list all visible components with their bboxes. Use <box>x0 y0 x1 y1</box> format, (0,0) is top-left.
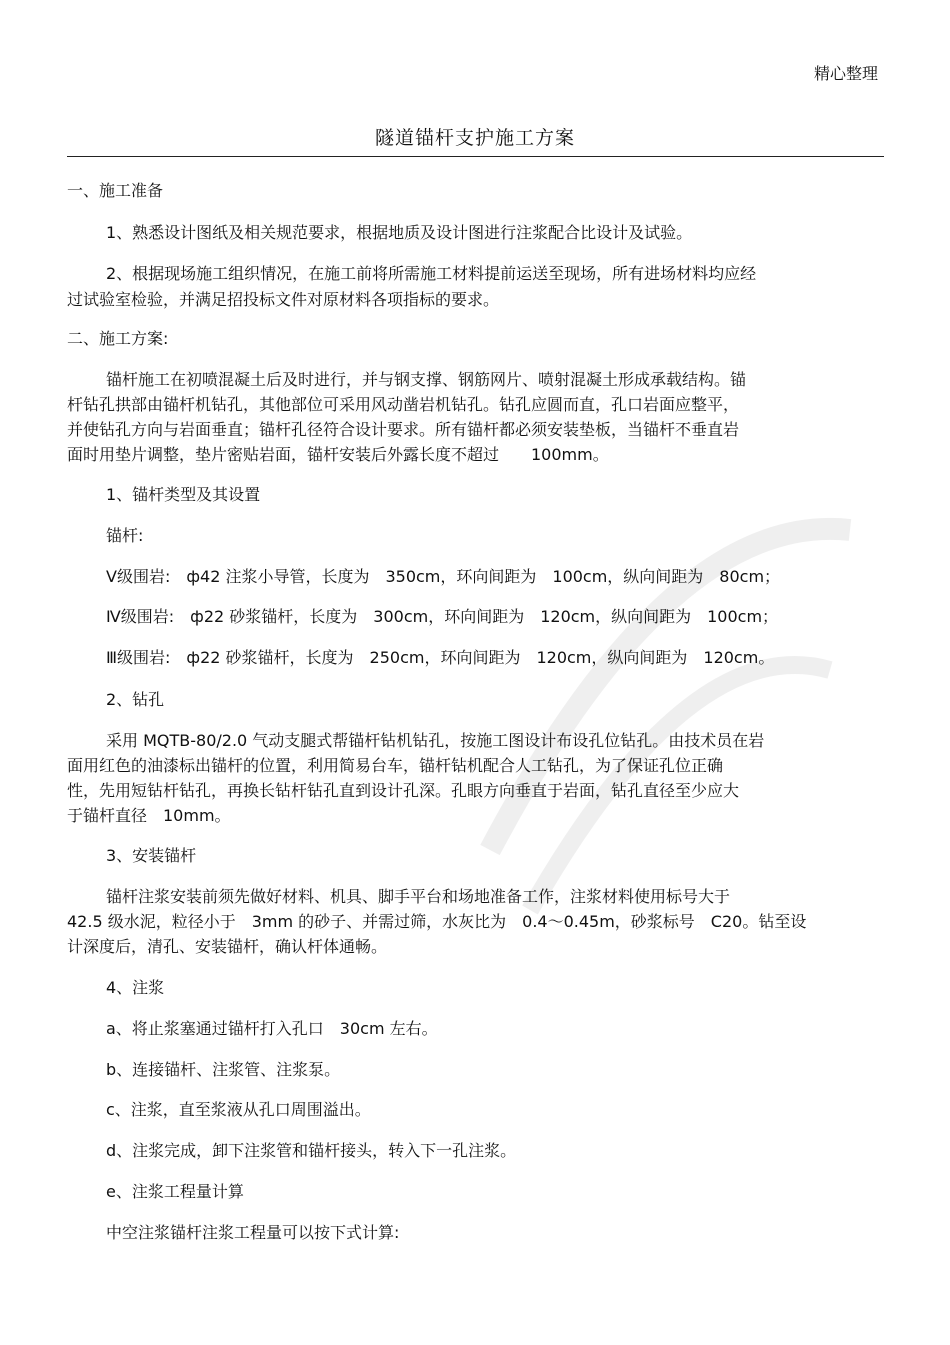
paragraph-line: 锚杆注浆安装前须先做好材料、机具、脚手平台和场地准备工作，注浆材料使用标号大于 <box>106 887 731 906</box>
paragraph-line: 中空注浆锚杆注浆工程量可以按下式计算: <box>106 1223 400 1242</box>
watermark-graphic <box>470 470 870 930</box>
list-item: d、注浆完成，卸下注浆管和锚杆接头，转入下一孔注浆。 <box>106 1141 517 1160</box>
paragraph-line: 于锚杆直径 10mm。 <box>67 806 231 825</box>
paragraph-line: 2、根据现场施工组织情况，在施工前将所需施工材料提前运送至现场，所有进场材料均应经 <box>106 264 757 283</box>
document-title: 隧道锚杆支护施工方案 <box>374 127 575 149</box>
paragraph-line: 面用红色的油漆标出锚杆的位置，利用简易台车，锚杆钻机配合人工钻孔，为了保证孔位正确 <box>67 756 724 775</box>
paragraph-line: Ⅲ级围岩: ф22 砂浆锚杆，长度为 250cm，环向间距为 120cm，纵向间距为 120cm。 <box>106 648 775 667</box>
list-item: e、注浆工程量计算 <box>106 1182 244 1201</box>
paragraph-line: 1、熟悉设计图纸及相关规范要求，根据地质及设计图进行注浆配合比设计及试验。 <box>106 223 693 242</box>
paragraph-line: 锚杆: <box>106 526 144 545</box>
list-item: c、注浆，直至浆液从孔口周围溢出。 <box>106 1100 371 1119</box>
paragraph-line: 锚杆施工在初喷混凝土后及时进行，并与钢支撑、钢筋网片、喷射混凝土形成承载结构。锚 <box>106 370 747 389</box>
paragraph-line: Ⅴ级围岩: ф42 注浆小导管，长度为 350cm，环向间距为 100cm，纵向间距为 80cm； <box>106 567 781 586</box>
subsection-heading: 4、注浆 <box>106 978 165 997</box>
paragraph-line: 过试验室检验，并满足招投标文件对原材料各项指标的要求。 <box>67 290 500 309</box>
paragraph-line: Ⅳ级围岩: ф22 砂浆锚杆，长度为 300cm，环向间距为 120cm，纵向间距为 100cm； <box>106 607 779 626</box>
paragraph-line: 42.5 级水泥，粒径小于 3mm 的砂子、并需过筛，水灰比为 0.4～0.45m，砂浆标号 C20。钻至设 <box>67 912 807 931</box>
subsection-heading: 2、钻孔 <box>106 690 165 709</box>
paragraph-line: 并使钻孔方向与岩面垂直；锚杆孔径符合设计要求。所有锚杆都必须安装垫板，当锚杆不垂直岩 <box>67 420 740 439</box>
paragraph-line: 性，先用短钻杆钻孔，再换长钻杆钻孔直到设计孔深。孔眼方向垂直于岩面，钻孔直径至少应大 <box>67 781 740 800</box>
title-underline <box>67 156 884 157</box>
paragraph-line: 杆钻孔拱部由锚杆机钻孔，其他部位可采用风动凿岩机钻孔。钻孔应圆而直，孔口岩面应整平， <box>67 395 740 414</box>
subsection-heading: 1、锚杆类型及其设置 <box>106 485 261 504</box>
paragraph-line: 采用 MQTB-80/2.0 气动支腿式帮锚杆钻机钻孔，按施工图设计布设孔位钻孔。由技术员在岩 <box>106 731 765 750</box>
subsection-heading: 3、安装锚杆 <box>106 846 197 865</box>
list-item: b、连接锚杆、注浆管、注浆泵。 <box>106 1060 341 1079</box>
section-heading-plan: 二、施工方案: <box>67 329 169 348</box>
corner-label: 精心整理 <box>813 64 878 83</box>
list-item: a、将止浆塞通过锚杆打入孔口 30cm 左右。 <box>106 1019 438 1038</box>
section-heading-preparation: 一、施工准备 <box>67 181 164 200</box>
paragraph-line: 计深度后，清孔、安装锚杆，确认杆体通畅。 <box>67 937 388 956</box>
paragraph-line: 面时用垫片调整，垫片密贴岩面，锚杆安装后外露长度不超过 100mm。 <box>67 445 609 464</box>
